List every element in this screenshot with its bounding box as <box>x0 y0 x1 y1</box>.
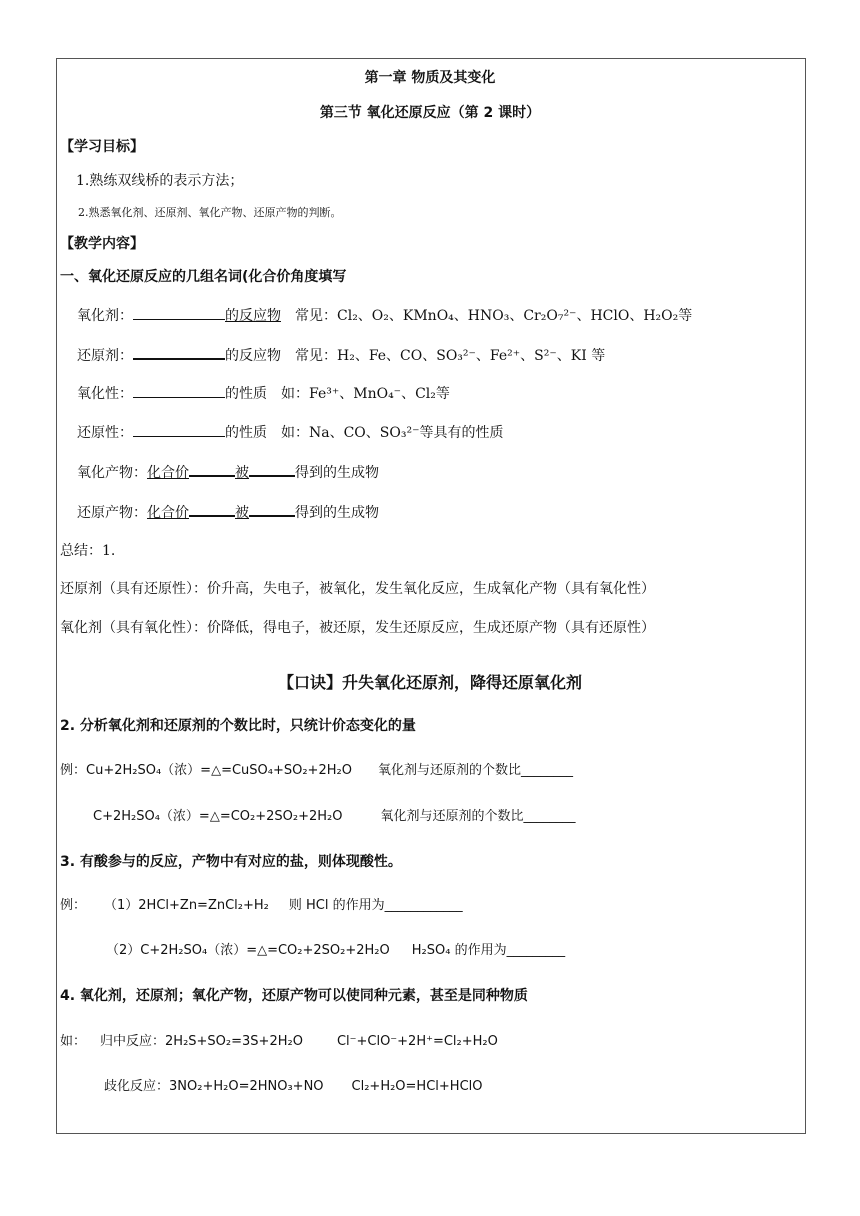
example-4a-equation-1: 2H₂S+SO₂=3S+2H₂O <box>165 1034 303 1049</box>
reducing-examples: 如：Na、CO、SO₃²⁻等具有的性质 <box>281 425 504 441</box>
example-3a-equation: （1）2HCl+Zn=ZnCl₂+H₂ <box>104 898 269 913</box>
point-2: 2. 分析氧化剂和还原剂的个数比时，只统计价态变化的量 <box>60 718 416 734</box>
example-2a-equation: Cu+2H₂SO₄（浓）=△=CuSO₄+SO₂+2H₂O <box>86 763 352 778</box>
ox-product-b: 被 <box>235 465 249 481</box>
content-heading: 【教学内容】 <box>60 236 144 252</box>
red-product-a: 化合价 <box>147 505 189 521</box>
oxidant-blank[interactable] <box>133 306 225 320</box>
reductant-blank[interactable] <box>133 345 225 360</box>
red-product-blank-2[interactable] <box>249 502 295 517</box>
oxidant-mid: 的反应物 <box>225 308 281 324</box>
example-3b-equation: （2）C+2H₂SO₄（浓）=△=CO₂+2SO₂+2H₂O <box>106 943 390 958</box>
reductant-examples: 常见：H₂、Fe、CO、SO₃²⁻、Fe²⁺、S²⁻、KI 等 <box>295 348 606 364</box>
example-2a-question: 氧化剂与还原剂的个数比________ <box>377 763 573 778</box>
example-4a-prefix: 如： <box>60 1034 87 1049</box>
red-product-b: 被 <box>235 505 249 521</box>
example-4b-row <box>104 1078 483 1096</box>
example-4b-label: 歧化反应： <box>104 1079 170 1094</box>
section-subtitle: 第三节 氧化还原反应（第 2 课时） <box>319 105 541 121</box>
oxidizing-mid: 的性质 <box>225 386 267 402</box>
oxidizing-examples: 如：Fe³⁺、MnO₄⁻、Cl₂等 <box>281 386 450 402</box>
summary-oxidant: 氧化剂（具有氧化性）：价降低，得电子，被还原，发生还原反应，生成还原产物（具有还原性） <box>60 620 655 636</box>
oxidant-label: 氧化剂： <box>77 308 133 324</box>
ox-product-c: 得到的生成物 <box>295 465 379 481</box>
oxidant-row <box>77 306 692 325</box>
mnemonic: 【口诀】升失氧化还原剂，降得还原氧化剂 <box>277 673 582 692</box>
red-product-row <box>77 502 379 522</box>
reducing-blank[interactable] <box>133 423 225 437</box>
example-3a-prefix: 例： <box>60 898 87 913</box>
summary-label: 总结：1. <box>60 543 116 559</box>
example-4b-equation-1: 3NO₂+H₂O=2HNO₃+NO <box>169 1079 324 1094</box>
example-3b-question: H₂SO₄ 的作用为_________ <box>411 943 566 958</box>
chapter-title: 第一章 物质及其变化 <box>364 70 496 86</box>
oxidant-examples: 常见：Cl₂、O₂、KMnO₄、HNO₃、Cr₂O₇²⁻、HClO、H₂O₂等 <box>295 308 693 324</box>
reducing-mid: 的性质 <box>225 425 267 441</box>
point-3: 3. 有酸参与的反应，产物中有对应的盐，则体现酸性。 <box>60 854 402 870</box>
reductant-row <box>77 345 605 365</box>
red-product-blank-1[interactable] <box>189 502 235 517</box>
example-4a-label: 归中反应： <box>100 1034 166 1049</box>
example-2b-row <box>93 808 576 826</box>
oxidizing-row <box>77 384 450 403</box>
example-4b-equation-2: Cl₂+H₂O=HCl+HClO <box>351 1079 483 1094</box>
red-product-c: 得到的生成物 <box>295 505 379 521</box>
reducing-label: 还原性： <box>77 425 133 441</box>
example-4a-row <box>60 1033 498 1051</box>
reducing-row <box>77 423 503 442</box>
section1-heading: 一、氧化还原反应的几组名词(化合价角度填写 <box>60 269 347 285</box>
example-2b-question: 氧化剂与还原剂的个数比________ <box>380 809 576 824</box>
example-3b-row <box>106 942 565 960</box>
example-2a-row <box>60 762 573 780</box>
example-3a-question: 则 HCl 的作用为____________ <box>288 898 463 913</box>
red-product-label: 还原产物： <box>77 505 147 521</box>
goal-2: 2.熟悉氧化剂、还原剂、氧化产物、还原产物的判断。 <box>78 206 342 219</box>
example-2a-prefix: 例： <box>60 763 87 778</box>
oxidizing-label: 氧化性： <box>77 386 133 402</box>
example-2b-equation: C+2H₂SO₄（浓）=△=CO₂+2SO₂+2H₂O <box>93 809 343 824</box>
example-4a-equation-2: Cl⁻+ClO⁻+2H⁺=Cl₂+H₂O <box>336 1034 498 1049</box>
point-4: 4. 氧化剂，还原剂；氧化产物，还原产物可以使同种元素，甚至是同种物质 <box>60 988 528 1004</box>
oxidizing-blank[interactable] <box>133 384 225 398</box>
summary-reductant: 还原剂（具有还原性）：价升高，失电子，被氧化，发生氧化反应，生成氧化产物（具有氧化性） <box>60 581 655 597</box>
ox-product-blank-2[interactable] <box>249 462 295 477</box>
ox-product-label: 氧化产物： <box>77 465 147 481</box>
goal-1: 1.熟练双线桥的表示方法； <box>76 173 244 189</box>
reductant-mid: 的反应物 <box>225 348 281 364</box>
ox-product-row <box>77 462 379 482</box>
example-3a-row <box>60 897 463 915</box>
ox-product-blank-1[interactable] <box>189 462 235 477</box>
reductant-label: 还原剂： <box>77 348 133 364</box>
ox-product-a: 化合价 <box>147 465 189 481</box>
goals-heading: 【学习目标】 <box>60 139 144 155</box>
